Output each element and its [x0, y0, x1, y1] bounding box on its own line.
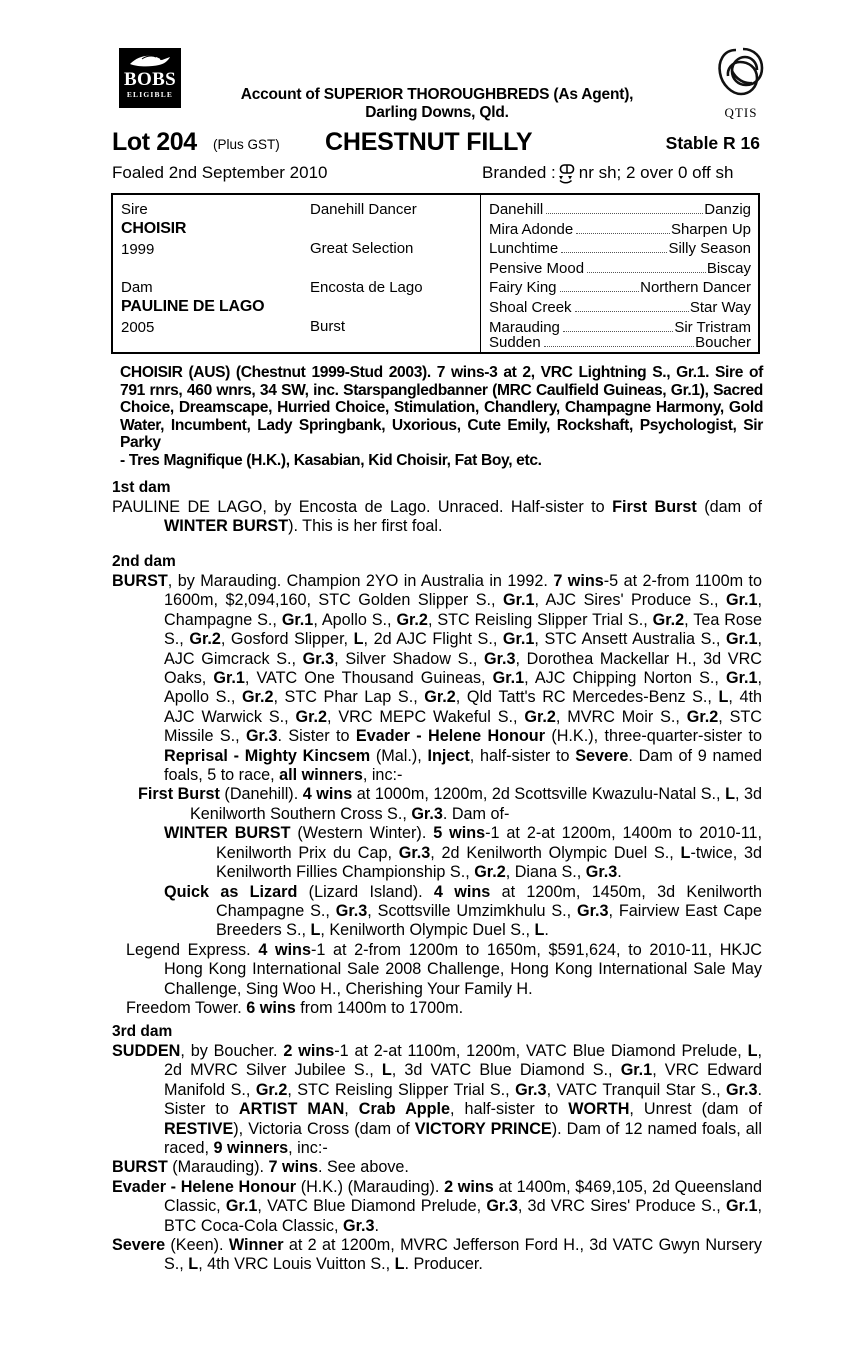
pedigree-third-gen-left: Lunchtime	[489, 240, 559, 258]
t: , AJC Gimcrack S.,	[164, 630, 762, 668]
pedigree-third-gen-row	[489, 333, 751, 353]
first-dam-block	[112, 478, 762, 537]
t: (H.K.), three-quarter-sister to	[545, 727, 762, 746]
t: , VATC Blue Diamond Prelude,	[257, 1197, 487, 1216]
wins: 4 wins	[433, 882, 491, 901]
grade: L	[718, 688, 729, 707]
winter-burst-record	[112, 824, 762, 882]
t: at 1000m, 1200m, 2d Scottsville Kwazulu-Natal S.,	[352, 785, 726, 804]
account-of-block	[202, 86, 672, 122]
pedigree-third-gen-right: Boucher	[695, 334, 751, 352]
grade: L	[747, 1042, 758, 1060]
evader-name: Evader - Helene Honour	[112, 1177, 297, 1196]
winner: Winner	[228, 1236, 284, 1255]
wins: 2 wins	[444, 1177, 494, 1196]
leader-dots	[576, 233, 670, 234]
t: at 1200m, 1450m, 3d Kenilworth Champagne S.,	[216, 882, 763, 920]
wins: 6 wins	[246, 998, 296, 1017]
burst-wins: 7 wins	[553, 572, 604, 590]
t: , VRC MEPC Wakeful S.,	[327, 707, 525, 726]
grade: Gr.2	[686, 707, 719, 726]
grade: Gr.2	[241, 688, 274, 707]
grade: Gr.3	[302, 649, 335, 668]
grade: Gr.3	[577, 901, 609, 920]
t: , VATC Tranquil Star S.,	[546, 1080, 726, 1099]
leader-dots	[563, 331, 673, 332]
branded-suffix: nr sh; 2 over 0 off sh	[578, 163, 734, 182]
bobs-wordmark: BOBS	[124, 69, 176, 90]
pedigree-third-gen-right: Sir Tristram	[674, 318, 751, 336]
account-line-2: Darling Downs, Qld.	[365, 104, 509, 121]
account-line-1: Account of SUPERIOR THOROUGHBREDS (As Agent),	[240, 86, 634, 103]
pedigree-third-gen-row	[489, 278, 751, 298]
artist-man-name: ARTIST MAN	[238, 1100, 345, 1119]
freedom-tower-record	[112, 999, 762, 1018]
t: ). Dam of 12 named foals, all raced,	[164, 1119, 762, 1158]
pedigree-third-gen-left: Pensive Mood	[489, 259, 585, 277]
grade: Gr.3	[335, 901, 368, 920]
sire-summary-last: - Tres Magnifique (H.K.), Kasabian, Kid Choisir, Fat Boy, etc.	[120, 451, 542, 469]
pedigree-third-gen-right: Danzig	[704, 201, 751, 218]
t: , STC Reisling Slipper Trial S.,	[287, 1080, 516, 1099]
grade: Gr.1	[502, 591, 535, 610]
t: . Sister to	[277, 727, 356, 746]
grade: Gr.2	[474, 863, 506, 882]
pedigree-third-gen-left: Shoal Creek	[489, 299, 572, 316]
sire-name: CHOISIR	[121, 220, 187, 237]
pedigree-third-gen-row	[489, 298, 751, 318]
t: , Dorothea Mackellar H., 3d VRC Oaks,	[164, 649, 762, 688]
grade: Gr.2	[652, 610, 685, 629]
t: , 3d VATC Blue Diamond S.,	[391, 1061, 621, 1080]
t: , half-sister to	[450, 1100, 569, 1119]
evader-helene-honour-record	[112, 1178, 762, 1236]
t: , 4th VRC Louis Vuitton S.,	[198, 1255, 395, 1274]
grade: Gr.1	[492, 669, 525, 688]
t: (Marauding).	[167, 1158, 269, 1177]
lot-number: Lot 204	[112, 128, 197, 156]
d1-c: ). This is her first foal.	[288, 517, 443, 536]
grade: L	[534, 921, 545, 940]
t: . Sister to	[164, 1080, 762, 1119]
t: ), Victoria Cross (dam of	[233, 1119, 415, 1138]
t: . See above.	[318, 1158, 409, 1177]
sire-year: 1999	[121, 241, 155, 258]
pedigree-third-gen-left: Danehill	[489, 201, 544, 218]
t: , VATC One Thousand Guineas,	[244, 669, 493, 688]
grade: L	[680, 843, 691, 862]
grade: Gr.1	[213, 669, 245, 688]
burst-see-above-record	[112, 1158, 762, 1177]
grade: Gr.1	[502, 630, 535, 649]
t: (H.K.) (Marauding).	[296, 1177, 445, 1196]
dam-sire: Encosta de Lago	[310, 279, 423, 296]
bobs-eligible-subtext: ELIGIBLE	[126, 90, 174, 99]
t: -1 at 2-from 1200m to 1650m, $591,624, to 2010-11, HKJC Hong Kong International Sale 2008 Challenge, Hong Kong International Sale May Challenge, Sing Woo H., Cherishing Your Family H.	[164, 940, 762, 998]
qtis-wordmark: QTIS	[724, 105, 758, 120]
grade: Gr.3	[585, 863, 618, 882]
sudden-name: SUDDEN	[112, 1042, 181, 1060]
grade: Gr.2	[255, 1080, 288, 1099]
grade: Gr.1	[726, 591, 758, 610]
t: , by Boucher.	[180, 1042, 284, 1060]
pedigree-third-gen-row	[489, 220, 751, 240]
t: -5 at 2-from 1100m to 1600m, $2,094,160, STC Golden Slipper S.,	[164, 572, 763, 610]
d1-winter-burst: WINTER BURST	[164, 517, 289, 536]
t: . Producer.	[404, 1255, 483, 1274]
sudden-record	[112, 1042, 762, 1158]
freedom-tower-name: Freedom Tower.	[126, 998, 247, 1017]
t: , STC Phar Lap S.,	[273, 688, 425, 707]
t: from 1400m to 1700m.	[295, 998, 464, 1017]
t: , Fairview East Cape Breeders S.,	[216, 901, 763, 940]
t: at 1400m, $469,105, 2d Queensland Classic,	[164, 1177, 762, 1216]
restive-name: RESTIVE	[164, 1119, 234, 1138]
first-dam-heading: 1st dam	[112, 479, 171, 496]
grade: Gr.3	[726, 1080, 758, 1099]
second-dam-block	[112, 552, 762, 1018]
t: (Western Winter).	[290, 824, 434, 843]
pedigree-third-gen-left: Marauding	[489, 318, 560, 336]
grade: Gr.1	[225, 1197, 258, 1216]
quick-as-lizard-name: Quick as Lizard	[164, 882, 298, 901]
t: , MVRC Moir S.,	[555, 707, 687, 726]
qtis-logo	[708, 44, 774, 120]
third-dam-block	[112, 1022, 762, 1275]
grade: Gr.1	[726, 669, 758, 688]
t: , half-sister to	[469, 746, 576, 765]
t: , STC Ansett Australia S.,	[534, 630, 726, 649]
t: ,	[344, 1100, 359, 1119]
grade: Gr.3	[343, 1216, 375, 1235]
d1-a: PAULINE DE LAGO, by Encosta de Lago. Unraced. Half-sister to	[112, 498, 613, 516]
winter-burst-name: WINTER BURST	[164, 824, 291, 843]
pedigree-third-gen-left: Mira Adonde	[489, 220, 574, 238]
wins: 5 wins	[433, 824, 486, 843]
all-winners: all winners	[279, 766, 363, 785]
t: (Keen).	[165, 1236, 229, 1255]
t: .	[544, 921, 549, 940]
pedigree-third-gen-right: Sharpen Up	[670, 220, 751, 238]
branded-prefix: Branded :	[482, 163, 556, 182]
burst-name: BURST	[112, 1158, 168, 1177]
nine-winners: 9 winners	[213, 1139, 289, 1158]
stable-number: Stable R 16	[665, 133, 760, 153]
grade: Gr.2	[424, 688, 456, 707]
dam-year: 2005	[121, 319, 155, 336]
t: (Mal.),	[370, 746, 428, 765]
grade: Gr.3	[411, 804, 443, 823]
severe-name: Severe	[112, 1236, 166, 1255]
victory-prince-name: VICTORY PRINCE	[414, 1119, 552, 1138]
t: , Apollo S.,	[164, 669, 763, 707]
foaled-date: Foaled 2nd September 2010	[112, 163, 328, 182]
t: , inc:-	[288, 1139, 328, 1158]
inject-name: Inject	[427, 746, 470, 765]
leader-dots	[587, 272, 706, 273]
t: , STC Reisling Slipper Trial S.,	[427, 610, 653, 629]
wins: 2 wins	[283, 1042, 335, 1060]
t: , AJC Chipping Norton S.,	[524, 669, 727, 688]
t: , Scottsville Umzimkhulu S.,	[367, 901, 578, 920]
first-dam-text	[112, 498, 762, 537]
legend-express-name: Legend Express.	[126, 940, 259, 959]
t: , Unrest (dam of	[629, 1100, 763, 1119]
t: . Dam of 9 named foals, 5 to race,	[164, 746, 762, 785]
t: (Danehill).	[219, 785, 303, 804]
wins: 4 wins	[258, 940, 311, 959]
pedigree-third-gen-row	[489, 200, 751, 220]
t: , 2d Kenilworth Olympic Duel S.,	[430, 843, 681, 862]
t: , by Marauding. Champion 2YO in Australia in 1992.	[167, 572, 554, 590]
wins: 7 wins	[268, 1158, 319, 1177]
sire-sire: Danehill Dancer	[310, 201, 417, 218]
pedigree-third-gen-left: Sudden	[489, 334, 541, 352]
quick-as-lizard-record	[112, 883, 762, 941]
grade: Gr.2	[396, 610, 428, 629]
grade: Gr.1	[725, 630, 758, 649]
t: , 2d AJC Flight S.,	[363, 630, 503, 649]
t: , AJC Sires' Produce S.,	[534, 591, 726, 610]
bobs-horse-wing-icon	[128, 52, 172, 69]
t: -twice, 3d Kenilworth Fillies Championship S.,	[216, 843, 762, 882]
leader-dots	[560, 291, 640, 292]
pedigree-third-gen-right: Northern Dancer	[640, 279, 751, 297]
bobs-eligible-logo	[119, 48, 181, 108]
grade: Gr.2	[524, 707, 556, 726]
pedigree-third-gen-row	[489, 259, 751, 279]
reprisal-name: Reprisal - Mighty Kincsem	[164, 746, 371, 765]
lot-gst-note: (Plus GST)	[213, 137, 280, 152]
pedigree-table	[111, 193, 760, 354]
grade: L	[310, 921, 321, 940]
legend-express-record	[112, 941, 762, 999]
second-dam-heading: 2nd dam	[112, 553, 176, 570]
worth-name: WORTH	[568, 1100, 630, 1119]
t: .	[374, 1216, 380, 1235]
pedigree-third-gen-right: Silly Season	[668, 240, 751, 258]
grade: Gr.3	[486, 1197, 518, 1216]
t: , 4th AJC Warwick S.,	[164, 688, 762, 726]
t: , Diana S.,	[505, 863, 586, 882]
evader-name: Evader - Helene Honour	[355, 727, 545, 746]
crab-apple-name: Crab Apple	[358, 1100, 451, 1119]
grade: L	[394, 1255, 405, 1274]
grade: Gr.1	[620, 1061, 653, 1080]
grade: Gr.3	[484, 649, 516, 668]
third-dam-heading: 3rd dam	[112, 1023, 173, 1040]
burst-name: BURST	[112, 572, 168, 590]
pedigree-third-gen-right: Star Way	[689, 299, 751, 316]
burst-record	[112, 572, 762, 785]
grade: L	[725, 785, 735, 804]
pedigree-third-gen-left: Fairy King	[489, 279, 557, 297]
t: , 3d VRC Sires' Produce S.,	[517, 1197, 726, 1216]
sire-dam: Great Selection	[310, 240, 414, 257]
grade: Gr.3	[398, 843, 431, 862]
leader-dots	[544, 346, 694, 347]
horse-brand-symbol-icon	[557, 164, 578, 184]
t: . Dam of-	[442, 804, 510, 823]
d1-b: (dam of	[696, 498, 762, 516]
pedigree-column-divider	[480, 195, 481, 352]
grade: L	[381, 1061, 392, 1080]
t: , inc:-	[362, 766, 403, 785]
t: , BTC Coca-Cola Classic,	[164, 1197, 762, 1235]
foaled-branded-line	[112, 162, 760, 186]
grade: L	[188, 1255, 199, 1274]
severe-name: Severe	[575, 746, 629, 765]
t: -1 at 2-at 1100m, 1200m, VATC Blue Diamond Prelude,	[334, 1042, 748, 1060]
t: , Gosford Slipper,	[220, 630, 354, 649]
t: , Apollo S.,	[313, 610, 397, 629]
t: , Kenilworth Olympic Duel S.,	[320, 921, 535, 940]
branded-info	[482, 162, 733, 184]
t: , STC Missile S.,	[164, 707, 762, 746]
t: , Silver Shadow S.,	[334, 649, 485, 668]
dam-label: Dam	[121, 279, 153, 296]
t: .	[617, 863, 622, 882]
t: at 2 at 1200m, MVRC Jefferson Ford H., 3d VATC Gwyn Nursery S.,	[164, 1236, 762, 1274]
pedigree-third-gen-right: Biscay	[706, 259, 751, 277]
lot-colour-sex: CHESTNUT FILLY	[325, 128, 533, 156]
pedigree-third-gen-row	[489, 239, 751, 259]
grade: Gr.1	[725, 1197, 758, 1216]
t: , VRC Edward Manifold S.,	[164, 1061, 762, 1099]
leader-dots	[575, 311, 689, 312]
sire-summary-main: CHOISIR (AUS) (Chestnut 1999-Stud 2003). 7 wins-3 at 2, VRC Lightning S., Gr.1. Sire of 791 rnrs, 460 wnrs, 34 SW, inc. Starspangledbanner (MRC Caulfield Guineas, Gr.1), Sacred Choice, Dreamscape, Hurried Choice, Stimulation, Chandlery, Champagne Harmony, Gold Water, Incumbent, Lady Springbank, Uxorious, Cute Emily, Rockshaft, Psychologist, Sir Parky	[120, 364, 763, 452]
t: , 3d Kenilworth Southern Cross S.,	[190, 785, 762, 823]
grade: Gr.3	[515, 1080, 547, 1099]
grade: Gr.2	[189, 630, 221, 649]
qtis-loop-icon	[710, 44, 772, 102]
t: , Qld Tatt's RC Mercedes-Benz S.,	[455, 688, 719, 707]
t: , 2d MVRC Silver Jubilee S.,	[164, 1042, 762, 1080]
grade: Gr.2	[295, 707, 327, 726]
grade: Gr.1	[281, 610, 314, 629]
severe-record	[112, 1236, 762, 1275]
leader-dots	[546, 213, 703, 214]
dam-dam: Burst	[310, 318, 346, 335]
t: (Lizard Island).	[297, 882, 434, 901]
first-burst-record	[112, 785, 762, 824]
sire-summary-paragraph	[120, 364, 763, 470]
lot-line	[112, 128, 760, 156]
sire-label: Sire	[121, 201, 148, 218]
first-burst-name: First Burst	[138, 785, 220, 804]
page-header	[112, 44, 760, 122]
t: , Champagne S.,	[164, 591, 762, 629]
d1-first-burst: First Burst	[612, 498, 697, 516]
grade: Gr.3	[245, 727, 278, 746]
t: , Tea Rose S.,	[164, 610, 763, 649]
t: -1 at 2-at 1200m, 1400m to 2010-11, Kenilworth Prix du Cap,	[216, 824, 763, 862]
leader-dots	[561, 252, 667, 253]
wins: 4 wins	[302, 785, 353, 804]
dam-name: PAULINE DE LAGO	[121, 298, 265, 315]
grade: L	[353, 630, 364, 649]
